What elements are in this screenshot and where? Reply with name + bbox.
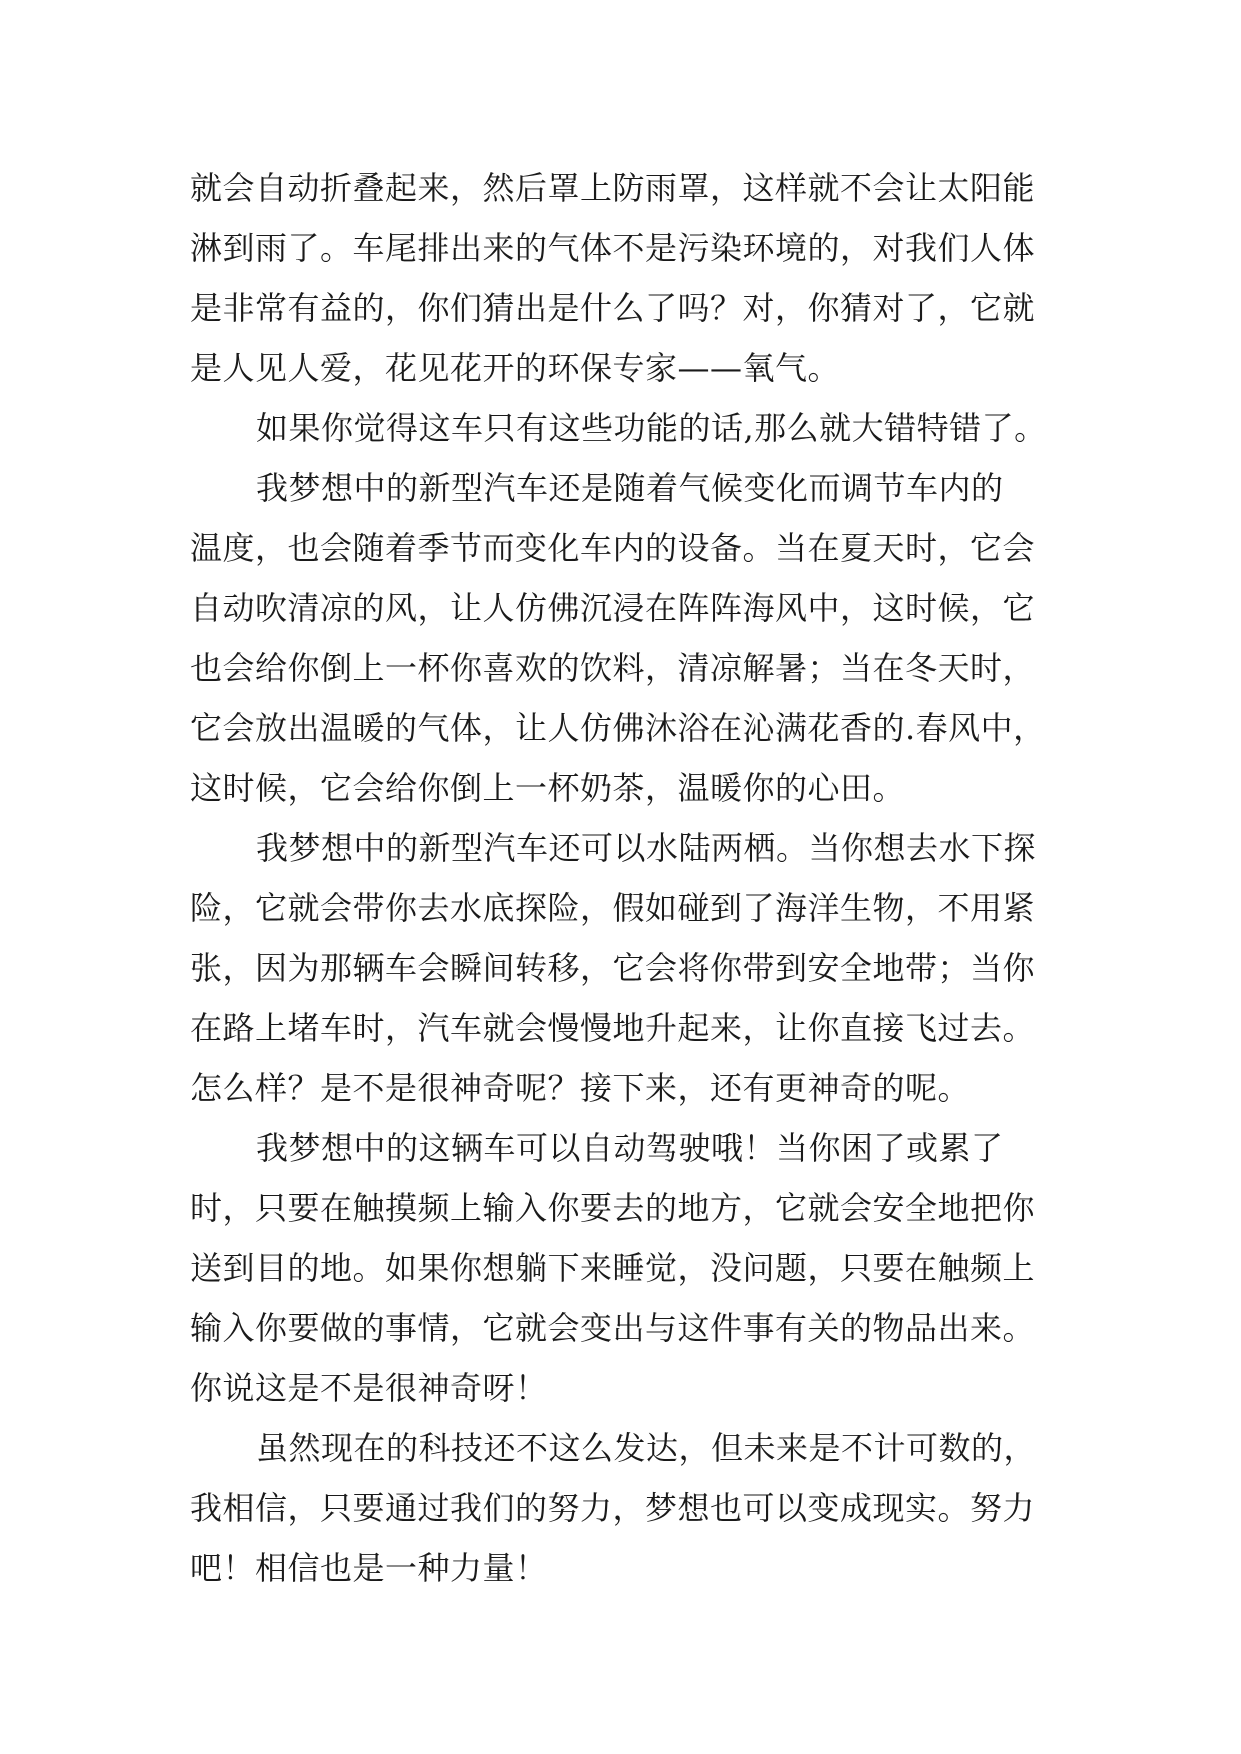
text-line: 我梦想中的新型汽车还是随着气候变化而调节车内的 [256,469,1004,507]
text-line: 输入你要做的事情，它就会变出与这件事有关的物品出来。 [190,1309,1036,1347]
text-line: 我梦想中的这辆车可以自动驾驶哦！当你困了或累了 [256,1129,1004,1167]
text-line: 我梦想中的新型汽车还可以水陆两栖。当你想去水下探 [256,829,1037,867]
text-line: 怎么样？是不是很神奇呢？接下来，还有更神奇的呢。 [190,1069,971,1107]
text-line: 它会放出温暖的气体，让人仿佛沐浴在沁满花香的.春风中， [190,709,1046,747]
text-line: 送到目的地。如果你想躺下来睡觉，没问题，只要在触频上 [190,1249,1036,1287]
document-body [190,158,1070,1598]
text-line: 是非常有益的，你们猜出是什么了吗？对，你猜对了，它就 [190,289,1036,327]
text-line: 张，因为那辆车会瞬间转移，它会将你带到安全地带；当你 [190,949,1036,987]
text-line: 险，它就会带你去水底探险，假如碰到了海洋生物，不用紧 [190,889,1036,927]
text-line: 自动吹清凉的风，让人仿佛沉浸在阵阵海风中，这时候，它 [190,589,1036,627]
text-line: 就会自动折叠起来，然后罩上防雨罩，这样就不会让太阳能 [190,169,1036,207]
text-line: 我相信，只要通过我们的努力，梦想也可以变成现实。努力 [190,1489,1036,1527]
text-line: 这时候，它会给你倒上一杯奶茶，温暖你的心田。 [190,769,906,807]
text-line: 淋到雨了。车尾排出来的气体不是污染环境的，对我们人体 [190,229,1036,267]
text-line: 温度，也会随着季节而变化车内的设备。当在夏天时，它会 [190,529,1036,567]
text-line: 如果你觉得这车只有这些功能的话,那么就大错特错了。 [256,409,1047,447]
text-line: 虽然现在的科技还不这么发达，但未来是不计可数的， [256,1429,1037,1467]
text-line: 你说这是不是很神奇呀！ [190,1369,548,1407]
text-line: 是人见人爱，花见花开的环保专家——氧气。 [190,349,841,387]
text-line: 吧！相信也是一种力量！ [190,1549,548,1587]
text-line: 在路上堵车时，汽车就会慢慢地升起来，让你直接飞过去。 [190,1009,1036,1047]
text-line: 时，只要在触摸频上输入你要去的地方，它就会安全地把你 [190,1189,1036,1227]
text-line: 也会给你倒上一杯你喜欢的饮料，清凉解暑；当在冬天时， [190,649,1036,687]
